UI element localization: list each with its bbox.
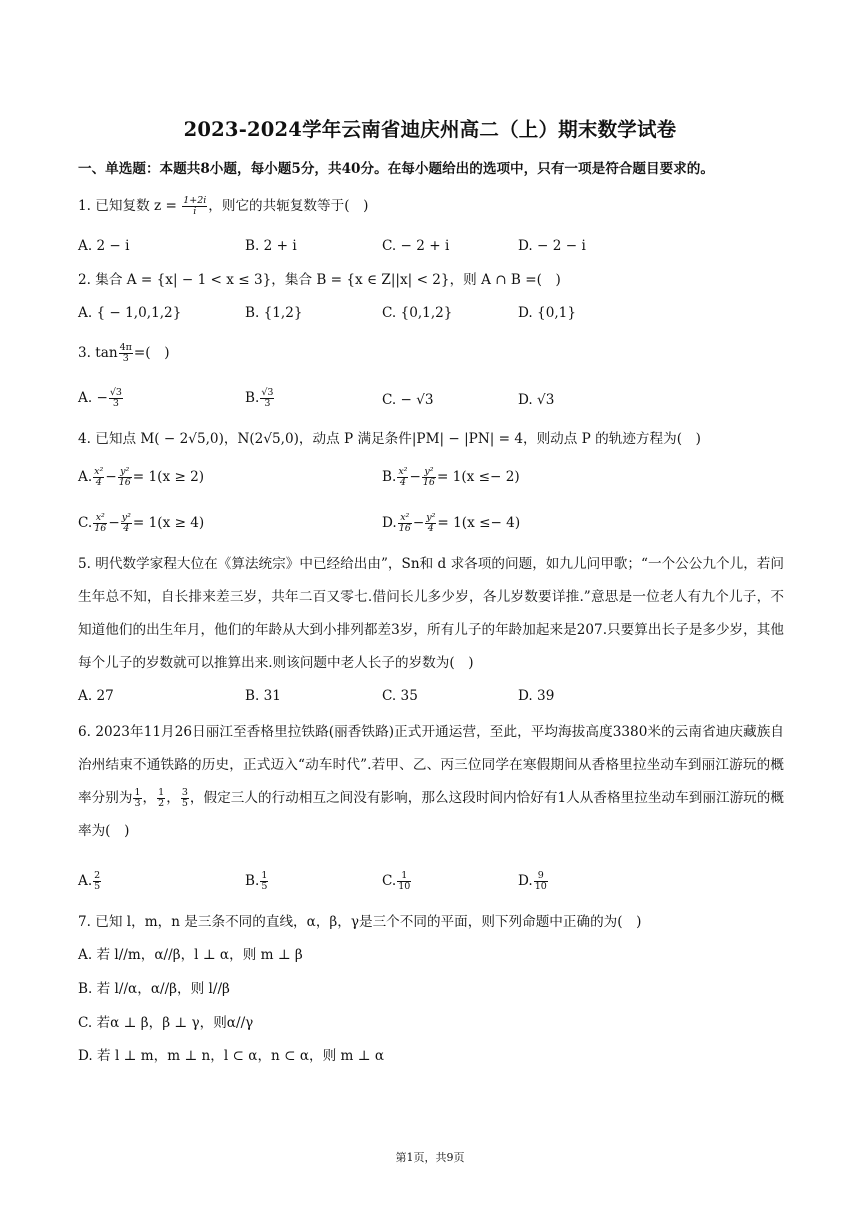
q2-option-c: C. {0,1,2} [382,305,453,321]
q5-option-b: B. 31 [245,688,281,704]
q4-option-b: B. $\frac{\text{x²}}{4}$ − $\frac{\text{y²}}{16}$ = 1(x ≤− 2) [382,466,520,488]
q2-option-d: D. {0,1} [518,305,576,321]
q2-option-b: B. {1,2} [245,305,303,321]
q5-option-d: D. 39 [518,688,555,704]
question-5-text: 5. 明代数学家程大位在《算法统宗》中已经给出由”，Sn和 d 求各项的问题，如九儿问甲歌；“一个公公九个儿，若问生年总不知，自长排来差三岁，共年二百又零七.借问长儿多少岁，各儿岁数要详推.”意思是一位老人有九个儿子，不知道他们的出生年月，他们的年龄从大到小排列都差3岁，所有儿子的年龄加起来是207.只要算出长子是多少岁，其他每个儿子的岁数就可以推算出来.则该问题中老人长子的岁数为( ) [78,556,784,671]
q4-option-c: C. $\frac{\text{x²}}{16}$ − $\frac{\text{y²}}{4}$ = 1(x ≥ 4) [78,512,205,534]
q7-option-b: B. 若 l//α，α//β，则 l//β [78,981,230,997]
q1-option-d: D. − 2 − i [518,238,586,254]
q3-option-a: A. − $\frac{√3}{3}$ [78,387,122,409]
q6-option-c: C. $\frac{1}{10}$ [382,870,411,892]
q7-option-a: A. 若 l//m，α//β，l ⊥ α，则 m ⊥ β [78,947,303,963]
question-7-stem: 7. 已知 l，m，n 是三条不同的直线，α，β，γ是三个不同的平面，则下列命题中正确的为( ) [78,914,642,930]
question-2-stem: 2. 集合 A = {x| − 1 < x ≤ 3}，集合 B = {x ∈ Z||x| < 2}，则 A ∩ B =( ) [78,272,561,288]
q3-fraction: $\frac{4\pi}{3}$ [119,342,132,364]
q6-option-a: A. $\frac{2}{5}$ [78,870,101,892]
question-1-stem [78,196,368,217]
q1-option-c: C. − 2 + i [382,238,450,254]
q6-option-d: D. $\frac{9}{10}$ [518,870,547,892]
q7-option-d: D. 若 l ⊥ m，m ⊥ n，l ⊂ α，n ⊂ α，则 m ⊥ α [78,1048,385,1064]
q3-option-b: B. $\frac{√3}{3}$ [245,387,274,409]
q5-option-c: C. 35 [382,688,418,704]
q3-option-d: D. √3 [518,392,555,408]
q5-option-a: A. 27 [78,688,114,704]
question-4-stem: 4. 已知点 M( − 2√5,0)，N(2√5,0)，动点 P 满足条件|PM| − |PN| = 4，则动点 P 的轨迹方程为( ) [78,431,701,447]
q4-option-a: A. $\frac{\text{x²}}{4}$ − $\frac{\text{y²}}{16}$ = 1(x ≥ 2) [78,466,205,488]
q3-stem-end: =( ) [133,345,170,361]
section-heading: 一、单选题：本题共8小题，每小题5分，共40分。在每小题给出的选项中，只有一项是符合题目要求的。 [78,161,714,177]
q1-stem-start: 1. 已知复数 z = [78,198,182,214]
page-footer: 第1页，共9页 [395,1151,465,1164]
q3-option-c: C. − √3 [382,392,434,408]
q6-option-b: B. $\frac{1}{5}$ [245,870,268,892]
page-title: 2023-2024学年云南省迪庆州高二（上）期末数学试卷 [183,118,677,141]
q7-option-c: C. 若α ⊥ β，β ⊥ γ，则α//γ [78,1015,254,1031]
q1-option-a: A. 2 − i [78,238,130,254]
question-3-stem [78,343,170,364]
question-6-text: 6. 2023年11月26日丽江至香格里拉铁路(丽香铁路)正式开通运营，至此，平均海拔高度3380米的云南省迪庆藏族自治州结束不通铁路的历史，正式迈入“动车时代”.若甲、乙、丙三位同学在寒假期间从香格里拉坐动车到丽江游玩的概率分别为 $\frac{1}{3}$ ， $\frac{1}{2}$ ， $\frac{3}{5}$ ，假定三人的行动相互之间没有影响，那么这段时间内恰好有1人从香格里拉坐动车到丽江游玩的概率为( ) [78,724,785,839]
q4-option-d: D. $\frac{\text{x²}}{16}$ − $\frac{\text{y²}}{4}$ = 1(x ≤− 4) [382,512,521,534]
q1-stem-end: ，则它的共轭复数等于( ) [208,198,369,214]
q1-fraction: $\frac{1+2i}{i}$ [183,195,207,217]
q1-option-b: B. 2 + i [245,238,297,254]
q2-option-a: A. { − 1,0,1,2} [78,305,182,321]
q3-stem-start: 3. tan [78,345,118,361]
